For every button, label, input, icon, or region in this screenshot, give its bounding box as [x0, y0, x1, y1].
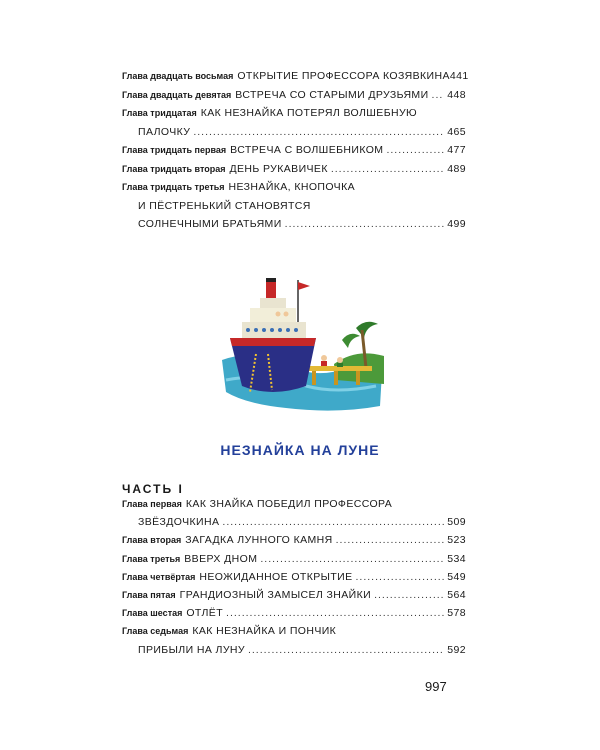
chapter-label: Глава четвёртая [122, 571, 196, 582]
dot-leader [226, 607, 444, 619]
page-ref: 592 [447, 643, 466, 656]
chapter-label: Глава пятая [122, 589, 176, 600]
chapter-title: ОТКРЫТИЕ ПРОФЕССОРА КОЗЯВКИНА [237, 70, 450, 82]
dot-leader [222, 516, 444, 528]
toc-entry [122, 200, 466, 219]
dot-leader [356, 571, 445, 583]
toc-top [122, 70, 469, 237]
toc-entry [122, 607, 466, 625]
dot-leader [193, 126, 444, 138]
chapter-title: НЕЗНАЙКА, КНОПОЧКА [228, 181, 355, 193]
chapter-label: Глава первая [122, 499, 182, 509]
chapter-label: Глава тридцать третья [122, 182, 225, 192]
toc-entry [122, 553, 466, 571]
toc-entry [122, 70, 469, 89]
chapter-label: Глава третья [122, 553, 181, 564]
toc-entry [122, 516, 466, 534]
chapter-title: ВВЕРХ ДНОМ [184, 552, 258, 565]
chapter-title: ДЕНЬ РУКАВИЧЕК [229, 162, 328, 175]
page-ref: 549 [447, 570, 466, 583]
toc-entry [122, 644, 466, 662]
page-ref: 534 [447, 552, 466, 565]
page-number: 997 [425, 679, 447, 694]
dot-leader [374, 589, 444, 601]
page-ref: 499 [447, 218, 466, 230]
dot-leader [260, 553, 444, 565]
chapter-title: ЗАГАДКА ЛУННОГО КАМНЯ [185, 534, 333, 547]
chapter-label: Глава двадцать восьмая [122, 71, 234, 81]
chapter-title: КАК НЕЗНАЙКА ПОТЕРЯЛ ВОЛШЕБНУЮ [200, 107, 418, 119]
chapter-title: ВСТРЕЧА СО СТАРЫМИ ДРУЗЬЯМИ [235, 88, 429, 101]
chapter-title: ПРИБЫЛИ НА ЛУНУ [138, 643, 245, 656]
page-ref: 448 [447, 88, 466, 101]
toc-entry [122, 144, 466, 163]
chapter-title: НЕОЖИДАННОЕ ОТКРЫТИЕ [199, 570, 353, 583]
toc-entry [122, 107, 466, 126]
chapter-label: Глава тридцать первая [122, 145, 227, 155]
dot-leader [331, 163, 444, 175]
chapter-title: ЗВЁЗДОЧКИНА [138, 516, 220, 529]
page-ref: 523 [447, 534, 466, 547]
page-ref: 441 [449, 70, 469, 82]
page-ref: 477 [447, 144, 466, 156]
dot-leader [285, 218, 445, 230]
chapter-title: КАК НЕЗНАЙКА И ПОНЧИК [192, 625, 337, 638]
toc-entry [122, 498, 466, 516]
chapter-title: ГРАНДИОЗНЫЙ ЗАМЫСЕЛ ЗНАЙКИ [179, 588, 372, 601]
toc-bottom [122, 498, 466, 662]
chapter-label: Глава тридцать вторая [122, 163, 226, 174]
page-ref: 578 [447, 607, 466, 620]
section-title: НЕЗНАЙКА НА ЛУНЕ [220, 442, 380, 458]
toc-entry [122, 126, 466, 145]
toc-entry [122, 181, 466, 200]
chapter-label: Глава седьмая [122, 626, 189, 637]
chapter-title: ВСТРЕЧА С ВОЛШЕБНИКОМ [230, 144, 384, 156]
page-ref: 509 [447, 516, 466, 529]
toc-entry [122, 571, 466, 589]
chapter-title: И ПЁСТРЕНЬКИЙ СТАНОВЯТСЯ [138, 199, 311, 212]
dot-leader [432, 89, 445, 101]
toc-entry [122, 163, 466, 182]
chapter-title: ОТЛЁТ [186, 607, 224, 620]
steamship-illustration [216, 268, 388, 414]
page-ref: 564 [447, 588, 466, 601]
page-ref: 465 [447, 125, 466, 138]
toc-entry [122, 534, 466, 552]
toc-entry [122, 589, 466, 607]
chapter-label: Глава тридцатая [122, 108, 197, 118]
dot-leader [248, 644, 444, 656]
part-title: ЧАСТЬ I [122, 482, 184, 496]
page-ref: 489 [447, 162, 466, 175]
toc-entry [122, 625, 466, 643]
toc-entry [122, 218, 466, 237]
dot-leader [386, 144, 444, 156]
chapter-title: КАК ЗНАЙКА ПОБЕДИЛ ПРОФЕССОРА [185, 498, 393, 510]
dot-leader [336, 534, 445, 546]
chapter-label: Глава двадцать девятая [122, 89, 232, 100]
toc-entry [122, 89, 466, 108]
chapter-title: СОЛНЕЧНЫМИ БРАТЬЯМИ [138, 218, 282, 230]
chapter-label: Глава вторая [122, 535, 182, 546]
chapter-title: ПАЛОЧКУ [138, 125, 191, 138]
chapter-label: Глава шестая [122, 608, 183, 619]
